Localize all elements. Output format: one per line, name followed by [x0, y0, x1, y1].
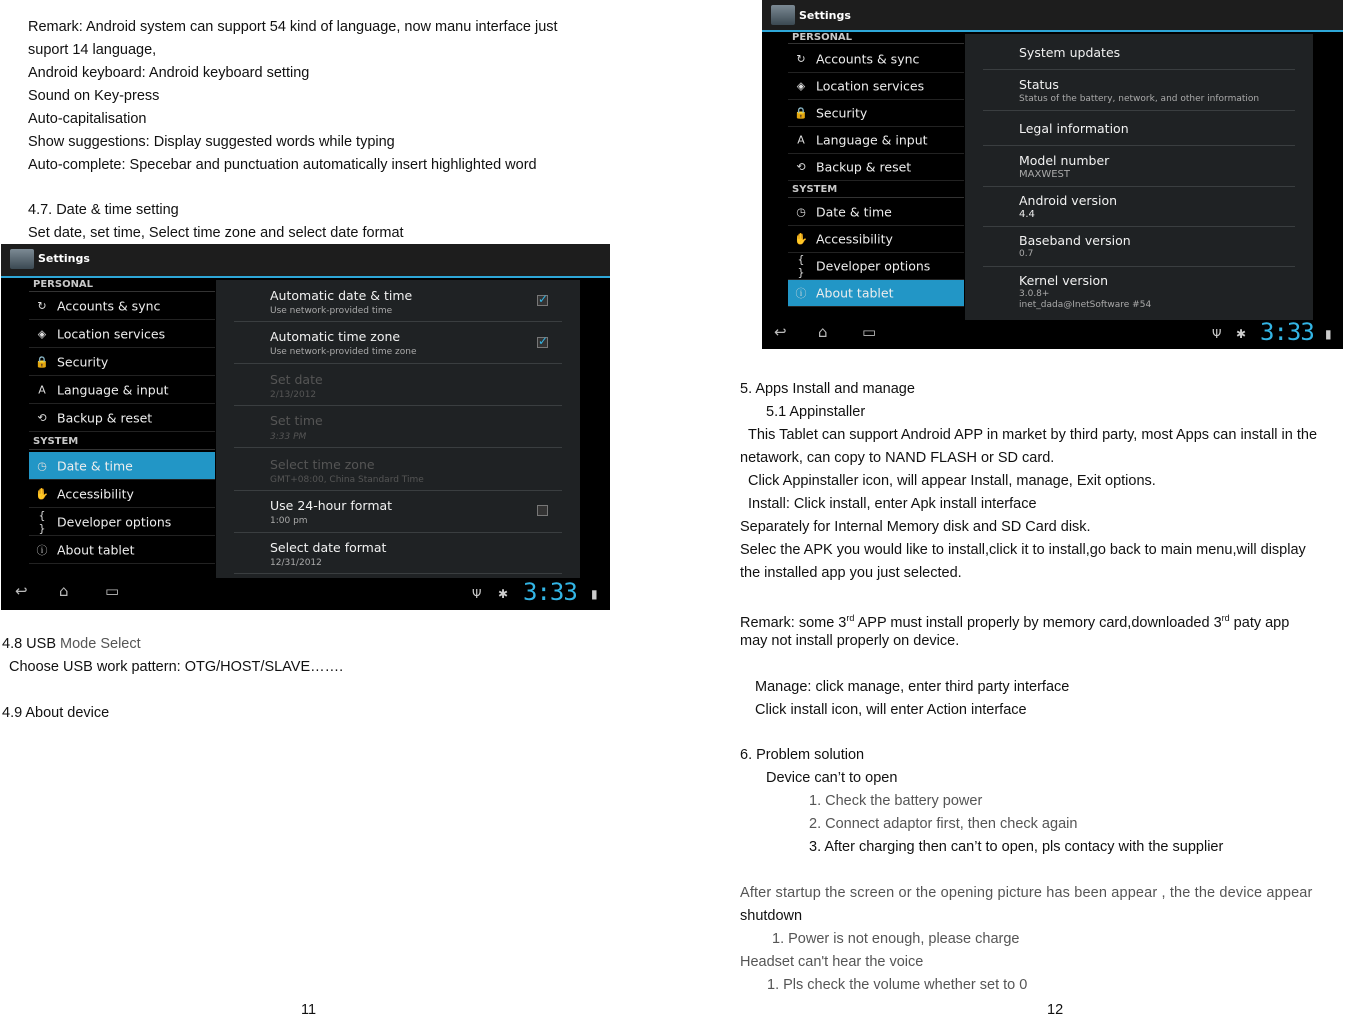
pref-title: Select time zone	[270, 457, 375, 472]
pref-summary: 2/13/2012	[270, 390, 317, 400]
nav-about-tablet[interactable]	[788, 280, 964, 307]
page-number-right: 12	[1047, 1002, 1064, 1016]
pref-title: Use 24-hour format	[270, 498, 393, 513]
startup-shutdown-line: After startup the screen or the opening picture has been appear , the the device appear	[740, 885, 1313, 901]
remark-part: APP must install properly by memory card,downloaded 3	[854, 615, 1222, 631]
apps-line: Click Appinstaller icon, will appear Install, manage, Exit options.	[748, 473, 1156, 489]
recent-apps-icon[interactable]: ▭	[105, 582, 120, 600]
pref-set-date	[234, 365, 562, 406]
section-personal: PERSONAL	[29, 278, 215, 292]
settings-app-icon	[10, 249, 34, 269]
apps-line: the installed app you just selected.	[740, 565, 962, 581]
action-bar	[762, 0, 1343, 32]
section-system: SYSTEM	[29, 434, 215, 450]
lock-icon: 🔒	[35, 355, 49, 368]
usb-icon: Ψ	[472, 587, 482, 601]
location-icon: ◈	[37, 327, 47, 340]
pref-legal-information[interactable]	[983, 112, 1295, 146]
use-24-hour-checkbox[interactable]	[537, 505, 548, 516]
action-bar-title: Settings	[38, 252, 90, 265]
nav-label: Accounts & sync	[57, 298, 161, 313]
remark-line: Android keyboard: Android keyboard setting	[28, 65, 310, 81]
language-icon: A	[38, 383, 46, 396]
settings-nav	[788, 32, 964, 318]
pref-select-date-format[interactable]	[234, 534, 562, 574]
pref-summary: Use network-provided time zone	[270, 347, 417, 357]
nav-accounts-sync[interactable]	[788, 46, 964, 73]
remark-line: Auto-complete: Specebar and punctuation automatically insert highlighted word	[28, 157, 537, 173]
system-nav-bar	[762, 320, 1343, 349]
usb-heading-number: 4.8 USB	[2, 636, 61, 652]
manage-line: Manage: click manage, enter third party interface	[755, 679, 1070, 695]
usb-mode-description: Choose USB work pattern: OTG/HOST/SLAVE…….	[9, 659, 344, 675]
pref-summary: GMT+08:00, China Standard Time	[270, 475, 424, 485]
apps-line: Selec the APK you would like to install,click it to install,go back to main menu,will display	[740, 542, 1306, 558]
pref-automatic-date-time[interactable]	[234, 282, 562, 322]
location-icon: ◈	[796, 79, 806, 93]
nav-label: Accessibility	[57, 486, 134, 501]
nav-location-services[interactable]	[29, 320, 215, 348]
pref-summary: 4.4	[1019, 209, 1035, 220]
automatic-date-time-checkbox[interactable]	[537, 295, 548, 306]
nav-security[interactable]	[29, 348, 215, 376]
battery-icon: ▮	[591, 587, 598, 601]
status-clock: 3:33	[1260, 318, 1314, 346]
sync-icon: ↻	[796, 52, 806, 66]
nav-label: Language & input	[816, 132, 928, 148]
pref-summary: 3.0.8+	[1019, 289, 1050, 299]
section-personal: PERSONAL	[788, 32, 964, 44]
android-debug-icon: ✱	[498, 587, 509, 601]
info-icon: ⓘ	[795, 287, 807, 300]
remark-line: Remark: Android system can support 54 kind of language, now manu interface just	[28, 19, 558, 35]
nav-label: Security	[57, 354, 109, 369]
pref-title: Android version	[1019, 193, 1118, 208]
automatic-time-zone-checkbox[interactable]	[537, 337, 548, 348]
back-icon[interactable]: ↩	[15, 582, 28, 600]
settings-app-icon	[771, 5, 795, 25]
remark-part: Remark: some 3	[740, 615, 847, 631]
apps-install-heading: 5. Apps Install and manage	[740, 381, 915, 397]
remark-part: paty app	[1229, 615, 1290, 631]
nav-label: Accessibility	[816, 231, 893, 247]
pref-title: Kernel version	[1019, 273, 1109, 288]
pref-title: Baseband version	[1019, 233, 1131, 248]
nav-language-input[interactable]	[29, 376, 215, 404]
date-time-description: Set date, set time, Select time zone and select date format	[28, 225, 404, 241]
pref-status[interactable]	[983, 71, 1295, 111]
nav-developer-options[interactable]	[788, 253, 964, 280]
backup-icon: ⟲	[37, 411, 47, 424]
cant-open-step: 2. Connect adaptor first, then check again	[809, 816, 1078, 832]
clock-icon: ◷	[37, 459, 47, 472]
pref-title: Automatic date & time	[270, 288, 413, 303]
pref-summary: 1:00 pm	[270, 516, 308, 526]
headset-heading: Headset can't hear the voice	[740, 954, 924, 970]
nav-label: About tablet	[57, 542, 135, 557]
nav-label: Developer options	[816, 258, 931, 274]
nav-label: Developer options	[57, 514, 172, 529]
pref-kernel-version	[983, 268, 1295, 318]
action-bar	[1, 244, 610, 278]
pref-title: System updates	[1019, 45, 1121, 60]
pref-title: Automatic time zone	[270, 329, 401, 344]
remark-line: suport 14 language,	[28, 42, 157, 58]
nav-date-time[interactable]	[788, 199, 964, 226]
action-bar-title: Settings	[799, 9, 851, 22]
braces-icon: { }	[797, 253, 805, 279]
lock-icon: 🔒	[794, 106, 808, 120]
settings-nav	[29, 278, 215, 578]
nav-label: Security	[816, 105, 868, 121]
problem-solution-heading: 6. Problem solution	[740, 747, 865, 763]
remark-line: Sound on Key-press	[28, 88, 160, 104]
superscript: rd	[1221, 613, 1230, 623]
battery-icon: ▮	[1325, 327, 1332, 341]
click-install-line: Click install icon, will enter Action interface	[755, 702, 1027, 718]
pref-title: Select date format	[270, 540, 387, 555]
pref-automatic-time-zone[interactable]	[234, 323, 562, 364]
usb-icon: Ψ	[1212, 327, 1222, 341]
pref-title: Model number	[1019, 153, 1110, 168]
date-time-preferences	[216, 280, 580, 578]
hand-icon: ✋	[35, 487, 49, 500]
backup-icon: ⟲	[796, 160, 806, 174]
back-icon[interactable]: ↩	[774, 323, 787, 341]
pref-summary: 0.7	[1019, 249, 1034, 259]
remark-line: Show suggestions: Display suggested words while typing	[28, 134, 395, 150]
pref-baseband-version	[983, 228, 1295, 267]
pref-summary: 3:33 PM	[270, 432, 307, 442]
sync-icon: ↻	[37, 299, 47, 312]
pref-title: Set date	[270, 372, 323, 387]
about-device-heading: 4.9 About device	[2, 705, 110, 721]
nav-backup-reset[interactable]	[788, 154, 964, 181]
about-tablet-preferences	[965, 34, 1313, 320]
remark-app-line-2: may not install properly on device.	[740, 633, 960, 649]
nav-accounts-sync[interactable]	[29, 292, 215, 320]
nav-label: Backup & reset	[57, 410, 153, 425]
cant-open-heading: Device can’t to open	[766, 770, 898, 786]
nav-location-services[interactable]	[788, 73, 964, 100]
system-nav-bar	[1, 578, 610, 610]
nav-language-input[interactable]	[788, 127, 964, 154]
apps-line: netawork, can copy to NAND FLASH or SD card.	[740, 450, 1055, 466]
nav-date-time[interactable]	[29, 452, 215, 480]
pref-summary: 12/31/2012	[270, 558, 322, 568]
nav-label: Location services	[57, 326, 166, 341]
pref-set-time	[234, 407, 562, 448]
cant-open-step: 1. Check the battery power	[809, 793, 983, 809]
recent-apps-icon[interactable]: ▭	[862, 323, 877, 341]
section-system: SYSTEM	[788, 182, 964, 198]
pref-use-24-hour-format[interactable]	[234, 492, 562, 533]
pref-summary: MAXWEST	[1019, 169, 1070, 180]
nav-label: Location services	[816, 78, 925, 94]
nav-label: Backup & reset	[816, 159, 912, 175]
apps-line: Separately for Internal Memory disk and SD Card disk.	[740, 519, 1091, 535]
android-debug-icon: ✱	[1236, 327, 1247, 341]
nav-security[interactable]	[788, 100, 964, 127]
startup-shutdown-line-2: shutdown	[740, 908, 803, 924]
pref-summary: Use network-provided time	[270, 306, 393, 316]
remark-line: Auto-capitalisation	[28, 111, 147, 127]
nav-label: Language & input	[57, 382, 169, 397]
volume-step: 1. Pls check the volume whether set to 0	[767, 977, 1028, 993]
pref-title: Legal information	[1019, 121, 1129, 136]
pref-model-number	[983, 147, 1295, 187]
pref-system-updates[interactable]	[983, 34, 1295, 70]
apps-line: Install: Click install, enter Apk install interface	[748, 496, 1037, 512]
info-icon: ⓘ	[36, 543, 48, 557]
remark-app-line	[740, 609, 1289, 632]
nav-label: About tablet	[816, 285, 894, 301]
date-time-settings-screenshot	[1, 244, 610, 610]
pref-android-version[interactable]	[983, 188, 1295, 227]
nav-developer-options[interactable]	[29, 508, 215, 536]
home-icon[interactable]: ⌂	[818, 323, 828, 341]
pref-title: Status	[1019, 77, 1059, 92]
hand-icon: ✋	[794, 232, 808, 246]
appinstaller-heading: 5.1 Appinstaller	[766, 404, 866, 420]
power-step: 1. Power is not enough, please charge	[772, 931, 1020, 947]
pref-select-time-zone	[234, 449, 562, 491]
page-number-left: 11	[301, 1002, 317, 1016]
nav-label: Date & time	[816, 204, 892, 220]
nav-accessibility[interactable]	[788, 226, 964, 253]
clock-icon: ◷	[796, 205, 806, 219]
nav-about-tablet[interactable]	[29, 536, 215, 564]
nav-label: Accounts & sync	[816, 51, 920, 67]
status-clock: 3:33	[523, 578, 577, 606]
usb-heading-text: Mode Select	[60, 636, 141, 652]
nav-backup-reset[interactable]	[29, 404, 215, 432]
braces-icon: { }	[38, 508, 46, 535]
usb-mode-heading	[2, 635, 141, 653]
cant-open-step: 3. After charging then can’t to open, pls contacy with the supplier	[809, 839, 1224, 855]
home-icon[interactable]: ⌂	[59, 582, 69, 600]
date-time-heading: 4.7. Date & time setting	[28, 202, 179, 218]
language-icon: A	[797, 133, 805, 147]
superscript: rd	[846, 613, 855, 623]
pref-title: Set time	[270, 413, 323, 428]
about-tablet-settings-screenshot	[762, 0, 1343, 349]
apps-line: This Tablet can support Android APP in market by third party, most Apps can install in the	[748, 427, 1318, 443]
pref-summary-2: inet_dada@InetSoftware #54	[1019, 300, 1152, 310]
nav-accessibility[interactable]	[29, 480, 215, 508]
nav-label: Date & time	[57, 458, 133, 473]
pref-summary: Status of the battery, network, and other information	[1019, 94, 1260, 104]
